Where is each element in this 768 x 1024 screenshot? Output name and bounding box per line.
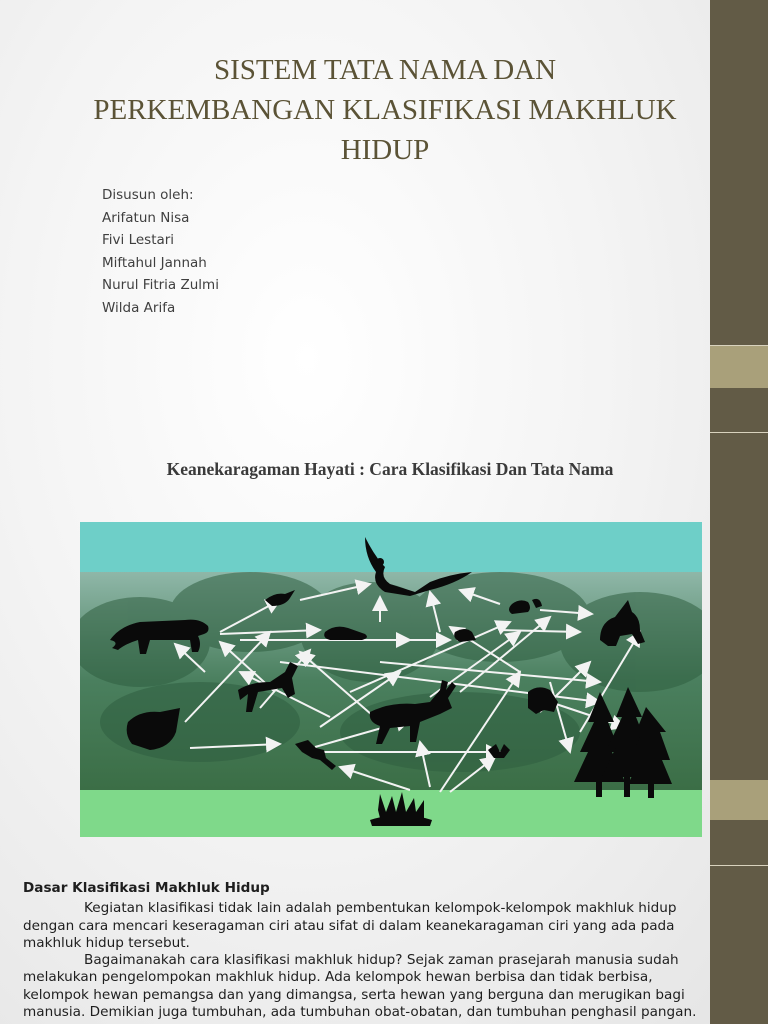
side-divider — [710, 865, 768, 866]
author-name: Arifatun Nisa — [102, 209, 190, 226]
food-web-figure — [80, 522, 702, 837]
author-name: Fivi Lestari — [102, 232, 175, 249]
author-name: Miftahul Jannah — [102, 254, 207, 271]
article-paragraph: Kegiatan klasifikasi tidak lain adalah pembentukan kelompok-kelompok makhluk hidup dengan cara mencari keseragaman ciri atau sifat di dalam keanekaragaman ciri yang ada pada makhluk hidup tersebut. — [23, 900, 677, 951]
side-divider — [710, 432, 768, 433]
article-heading: Dasar Klasifikasi Makhluk Hidup — [23, 880, 270, 896]
article-paragraph: Bagaimanakah cara klasifikasi makhluk hidup? Sejak zaman prasejarah manusia sudah melakukan pengelompokan makhluk hidup. Ada kelompok hewan berbisa dan tidak berbisa, kelompok hewan pemangsa dan yang dimangsa, serta hewan yang berguna dan merugikan bagi manusia. Demikian juga tumbuhan, ada tumbuhan obat-obatan, dan tumbuhan penghasil pangan. — [23, 952, 697, 1021]
side-accent-block — [710, 780, 768, 820]
figure-heading: Keanekaragaman Hayati : Cara Klasifikasi Dan Tata Nama — [166, 459, 614, 479]
food-web-illustration — [80, 522, 702, 837]
authors-heading: Disusun oleh: — [102, 187, 194, 203]
author-name: Wilda Arifa — [102, 299, 176, 316]
title-line: HIDUP — [340, 134, 430, 166]
sky-band — [80, 522, 702, 572]
side-decoration-bar — [710, 0, 768, 1024]
slide-title — [80, 50, 690, 170]
title-line: PERKEMBANGAN KLASIFIKASI MAKHLUK — [93, 94, 677, 126]
article-section — [23, 880, 715, 1021]
authors-list — [102, 184, 219, 320]
author-name: Nurul Fitria Zulmi — [102, 277, 219, 294]
side-accent-block — [710, 346, 768, 388]
title-line: SISTEM TATA NAMA DAN — [213, 54, 557, 86]
